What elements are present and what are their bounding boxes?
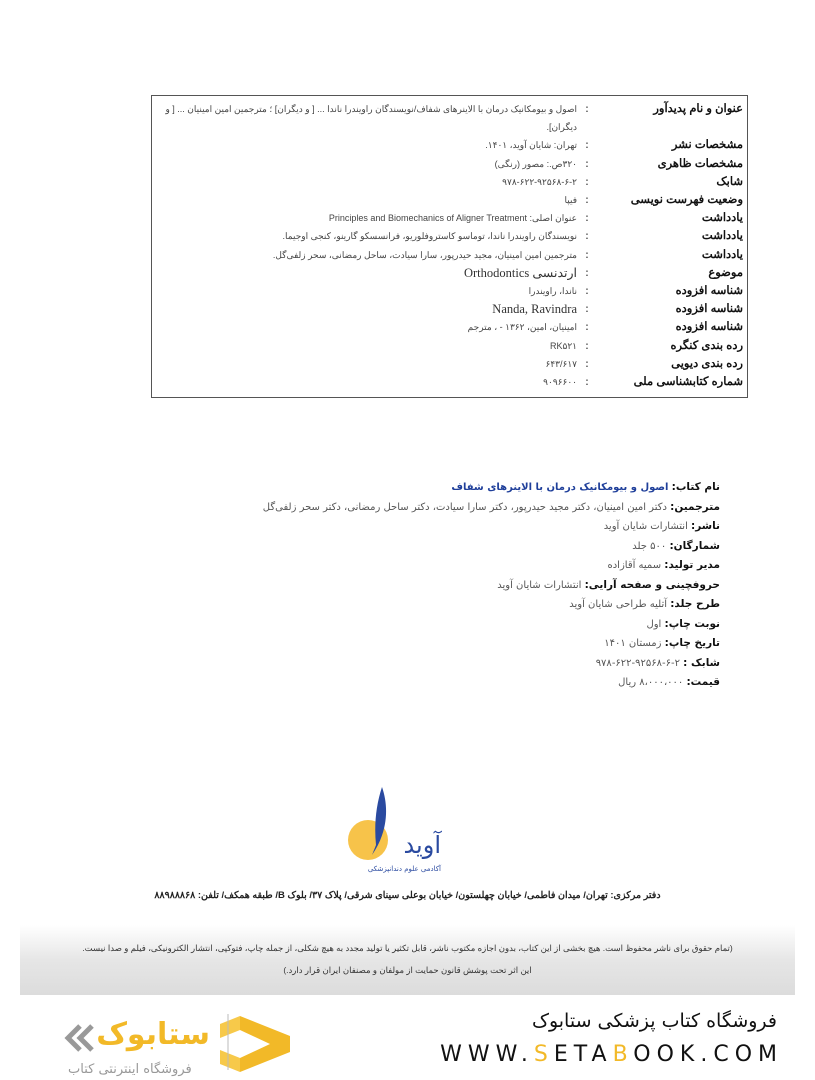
- url-part: WWW.: [440, 1042, 534, 1067]
- credit-line: [263, 559, 720, 579]
- url-part: ETA: [553, 1042, 613, 1067]
- credit-value: آتلیه طراحی شایان آوید: [569, 599, 668, 610]
- cip-colon: :: [585, 229, 589, 243]
- credit-value: اول: [646, 618, 662, 630]
- copyright-notice: [20, 937, 795, 981]
- credit-key: شابک :: [683, 656, 720, 669]
- copyright-line-1: (تمام حقوق برای ناشر محفوظ است. هیچ بخشی از این کتاب، بدون اجازه مکتوب ناشر، قابل تکثیر یا تولید مجدد به هیچ شکلی، از جمله چاپ، فتوکپی، انتشار الکترونیکی، فیلم و صدا نیست.: [82, 943, 733, 953]
- cip-colon: :: [585, 211, 589, 225]
- credit-value: سمیه آقازاده: [607, 560, 662, 571]
- cip-colon: :: [585, 156, 589, 170]
- cip-colon: :: [585, 265, 589, 279]
- cip-label: وضعیت فهرست نویسی: [630, 194, 743, 207]
- cip-colon: :: [585, 284, 589, 298]
- shop-title: فروشگاه کتاب پزشکی ستابوک: [531, 1010, 777, 1032]
- logo-tagline: آکادمی علوم دندانپزشکی: [367, 865, 441, 873]
- cip-row: [152, 318, 747, 336]
- credit-line: [263, 501, 720, 521]
- credit-key: حروفچینی و صفحه آرایی:: [584, 578, 720, 591]
- url-part: OOK.COM: [633, 1042, 783, 1067]
- cip-row: [152, 337, 747, 355]
- cip-row: [152, 209, 747, 227]
- cip-colon: :: [585, 102, 589, 115]
- cip-label: شابک: [716, 175, 743, 188]
- credit-value: دکتر امین امینیان، دکتر مجید حیدرپور، دکتر سارا سیادت، دکتر ساحل رمضانی، دکتر سحر زلفی‌گل: [262, 501, 667, 513]
- credit-line: [263, 579, 720, 599]
- head-office-address: دفتر مرکزی: تهران/ میدان فاطمی/ خیابان چهلستون/ خیابان بوعلی سینای شرقی/ پلاک ۳۷/ بلوک B/ طبقه همکف/ تلفن: ۸۸۹۸۸۸۶۸: [154, 890, 661, 901]
- credit-line: [263, 520, 720, 540]
- credit-key: شمارگان:: [669, 539, 720, 552]
- cip-row: [152, 355, 747, 373]
- url-part: B: [612, 1042, 634, 1067]
- cip-value: عنوان اصلی: Principles and Biomechanics of Aligner Treatment: [328, 213, 577, 224]
- credit-line: [263, 657, 720, 677]
- cip-colon: :: [585, 138, 589, 152]
- cip-row: [152, 300, 747, 318]
- credit-line: [263, 598, 720, 618]
- cip-colon: :: [585, 375, 589, 389]
- cip-label: یادداشت: [701, 212, 743, 225]
- credit-value: ۵۰۰ جلد: [632, 540, 667, 552]
- brand-subtitle: فروشگاه اینترنتی کتاب: [68, 1062, 192, 1077]
- cip-row: [152, 155, 747, 173]
- cip-label: مشخصات ظاهری: [657, 157, 743, 170]
- credit-line: [263, 481, 720, 501]
- cip-value: Nanda, Ravindra: [492, 302, 577, 317]
- shop-url[interactable]: [440, 1042, 783, 1067]
- double-chevron-icon: [68, 1026, 92, 1050]
- credit-line: [263, 637, 720, 657]
- cip-row: [152, 246, 747, 264]
- credit-key: مترجمین:: [670, 500, 720, 513]
- credit-value: انتشارات شایان آوید: [497, 579, 582, 591]
- credit-key: نوبت چاپ:: [664, 617, 720, 630]
- cip-label: شناسه افزوده: [675, 303, 743, 316]
- cip-label: مشخصات نشر: [671, 139, 743, 152]
- cip-value: فیپا: [564, 195, 577, 206]
- cip-colon: :: [585, 247, 589, 261]
- cip-label: یادداشت: [701, 230, 743, 243]
- cip-value: نویسندگان راویندرا ناندا، توماسو کاستروفلوریو، فرانسسکو گارینو، کنجی اوجیما.: [282, 231, 577, 242]
- avid-logo: [346, 785, 456, 875]
- credit-value: ۲-۶-۹۲۵۶۸-۶۲۲-۹۷۸: [595, 657, 680, 669]
- credit-key: تاریخ چاپ:: [664, 637, 720, 649]
- credit-line: [263, 540, 720, 560]
- cip-value: امینیان، امین، ۱۳۶۲ - ، مترجم: [467, 322, 577, 333]
- cataloging-box: [151, 95, 748, 398]
- cip-label: عنوان و نام پدیدآور: [653, 103, 743, 115]
- cip-row: [152, 227, 747, 245]
- logo-name: آوید: [403, 831, 441, 859]
- cip-label: رده بندی کنگره: [670, 339, 743, 352]
- cip-value: ۳۲۰ص.: مصور (رنگی): [494, 158, 577, 169]
- cip-value: مترجمین امین امینیان، مجید حیدرپور، سارا سیادت، ساحل رمضانی، سحر زلفی‌گل.: [272, 249, 577, 260]
- cip-colon: :: [585, 302, 589, 316]
- cip-value: اصول و بیومکانیک درمان با الاینرهای شفاف/نویسندگان راویندرا ناندا ... [ و دیگران] ؛ مترجمین امین امینیان ... [ و دیگران].: [165, 104, 577, 133]
- cip-value: ۹۷۸-۶۲۲-۹۲۵۶۸-۶-۲: [502, 176, 577, 187]
- cip-colon: :: [585, 174, 589, 188]
- brand-name: ستابوک: [96, 1017, 210, 1052]
- cip-colon: :: [585, 356, 589, 370]
- cip-row: [152, 264, 747, 282]
- cip-colon: :: [585, 338, 589, 352]
- quill-sun-icon: [346, 785, 456, 875]
- credit-value: زمستان ۱۴۰۱: [604, 638, 662, 649]
- cip-value: تهران: شایان آوید، ۱۴۰۱.: [485, 140, 577, 151]
- credit-line: [263, 618, 720, 638]
- cip-value: ۶۴۳/۶۱۷: [545, 358, 577, 369]
- cip-value: RK۵۲۱: [549, 340, 577, 351]
- copyright-line-2: این اثر تحت پوشش قانون حمایت از مولفان و مصنفان ایران قرار دارد.): [283, 965, 532, 975]
- credit-value: ۸،۰۰۰،۰۰۰ ریال: [618, 677, 684, 688]
- credit-key: طرح جلد:: [670, 598, 720, 610]
- cip-value: ۹۰۹۶۶۰۰: [543, 377, 577, 388]
- cip-row: [152, 373, 747, 391]
- cip-colon: :: [585, 320, 589, 334]
- credit-line: [263, 676, 720, 696]
- cip-label: رده بندی دیویی: [671, 357, 743, 370]
- credit-key: مدیر تولید:: [664, 559, 720, 571]
- cip-row: [152, 173, 747, 191]
- credit-key: قیمت:: [686, 676, 720, 688]
- cip-row: [152, 191, 747, 209]
- cip-colon: :: [585, 193, 589, 207]
- credit-key: نام کتاب:: [671, 481, 720, 493]
- credit-value: انتشارات شایان آوید: [603, 521, 688, 532]
- cip-value: ارتدنسی Orthodontics: [463, 265, 577, 280]
- chevron-shield-icon: [240, 1016, 290, 1072]
- credit-key: ناشر:: [691, 520, 720, 532]
- credit-value: اصول و بیومکانیک درمان با الاینرهای شفاف: [451, 482, 669, 493]
- cip-label: یادداشت: [701, 248, 743, 261]
- cip-label: شناسه افزوده: [675, 321, 743, 334]
- cip-label: موضوع: [708, 266, 743, 279]
- cip-row: [152, 100, 747, 136]
- cip-row: [152, 136, 747, 154]
- cip-value: ناندا، راویندرا: [528, 286, 577, 297]
- book-credits: [263, 481, 720, 696]
- cip-label: شماره کتابشناسی ملی: [633, 376, 743, 389]
- cip-row: [152, 282, 747, 300]
- cip-label: شناسه افزوده: [675, 285, 743, 298]
- url-part: S: [533, 1042, 554, 1067]
